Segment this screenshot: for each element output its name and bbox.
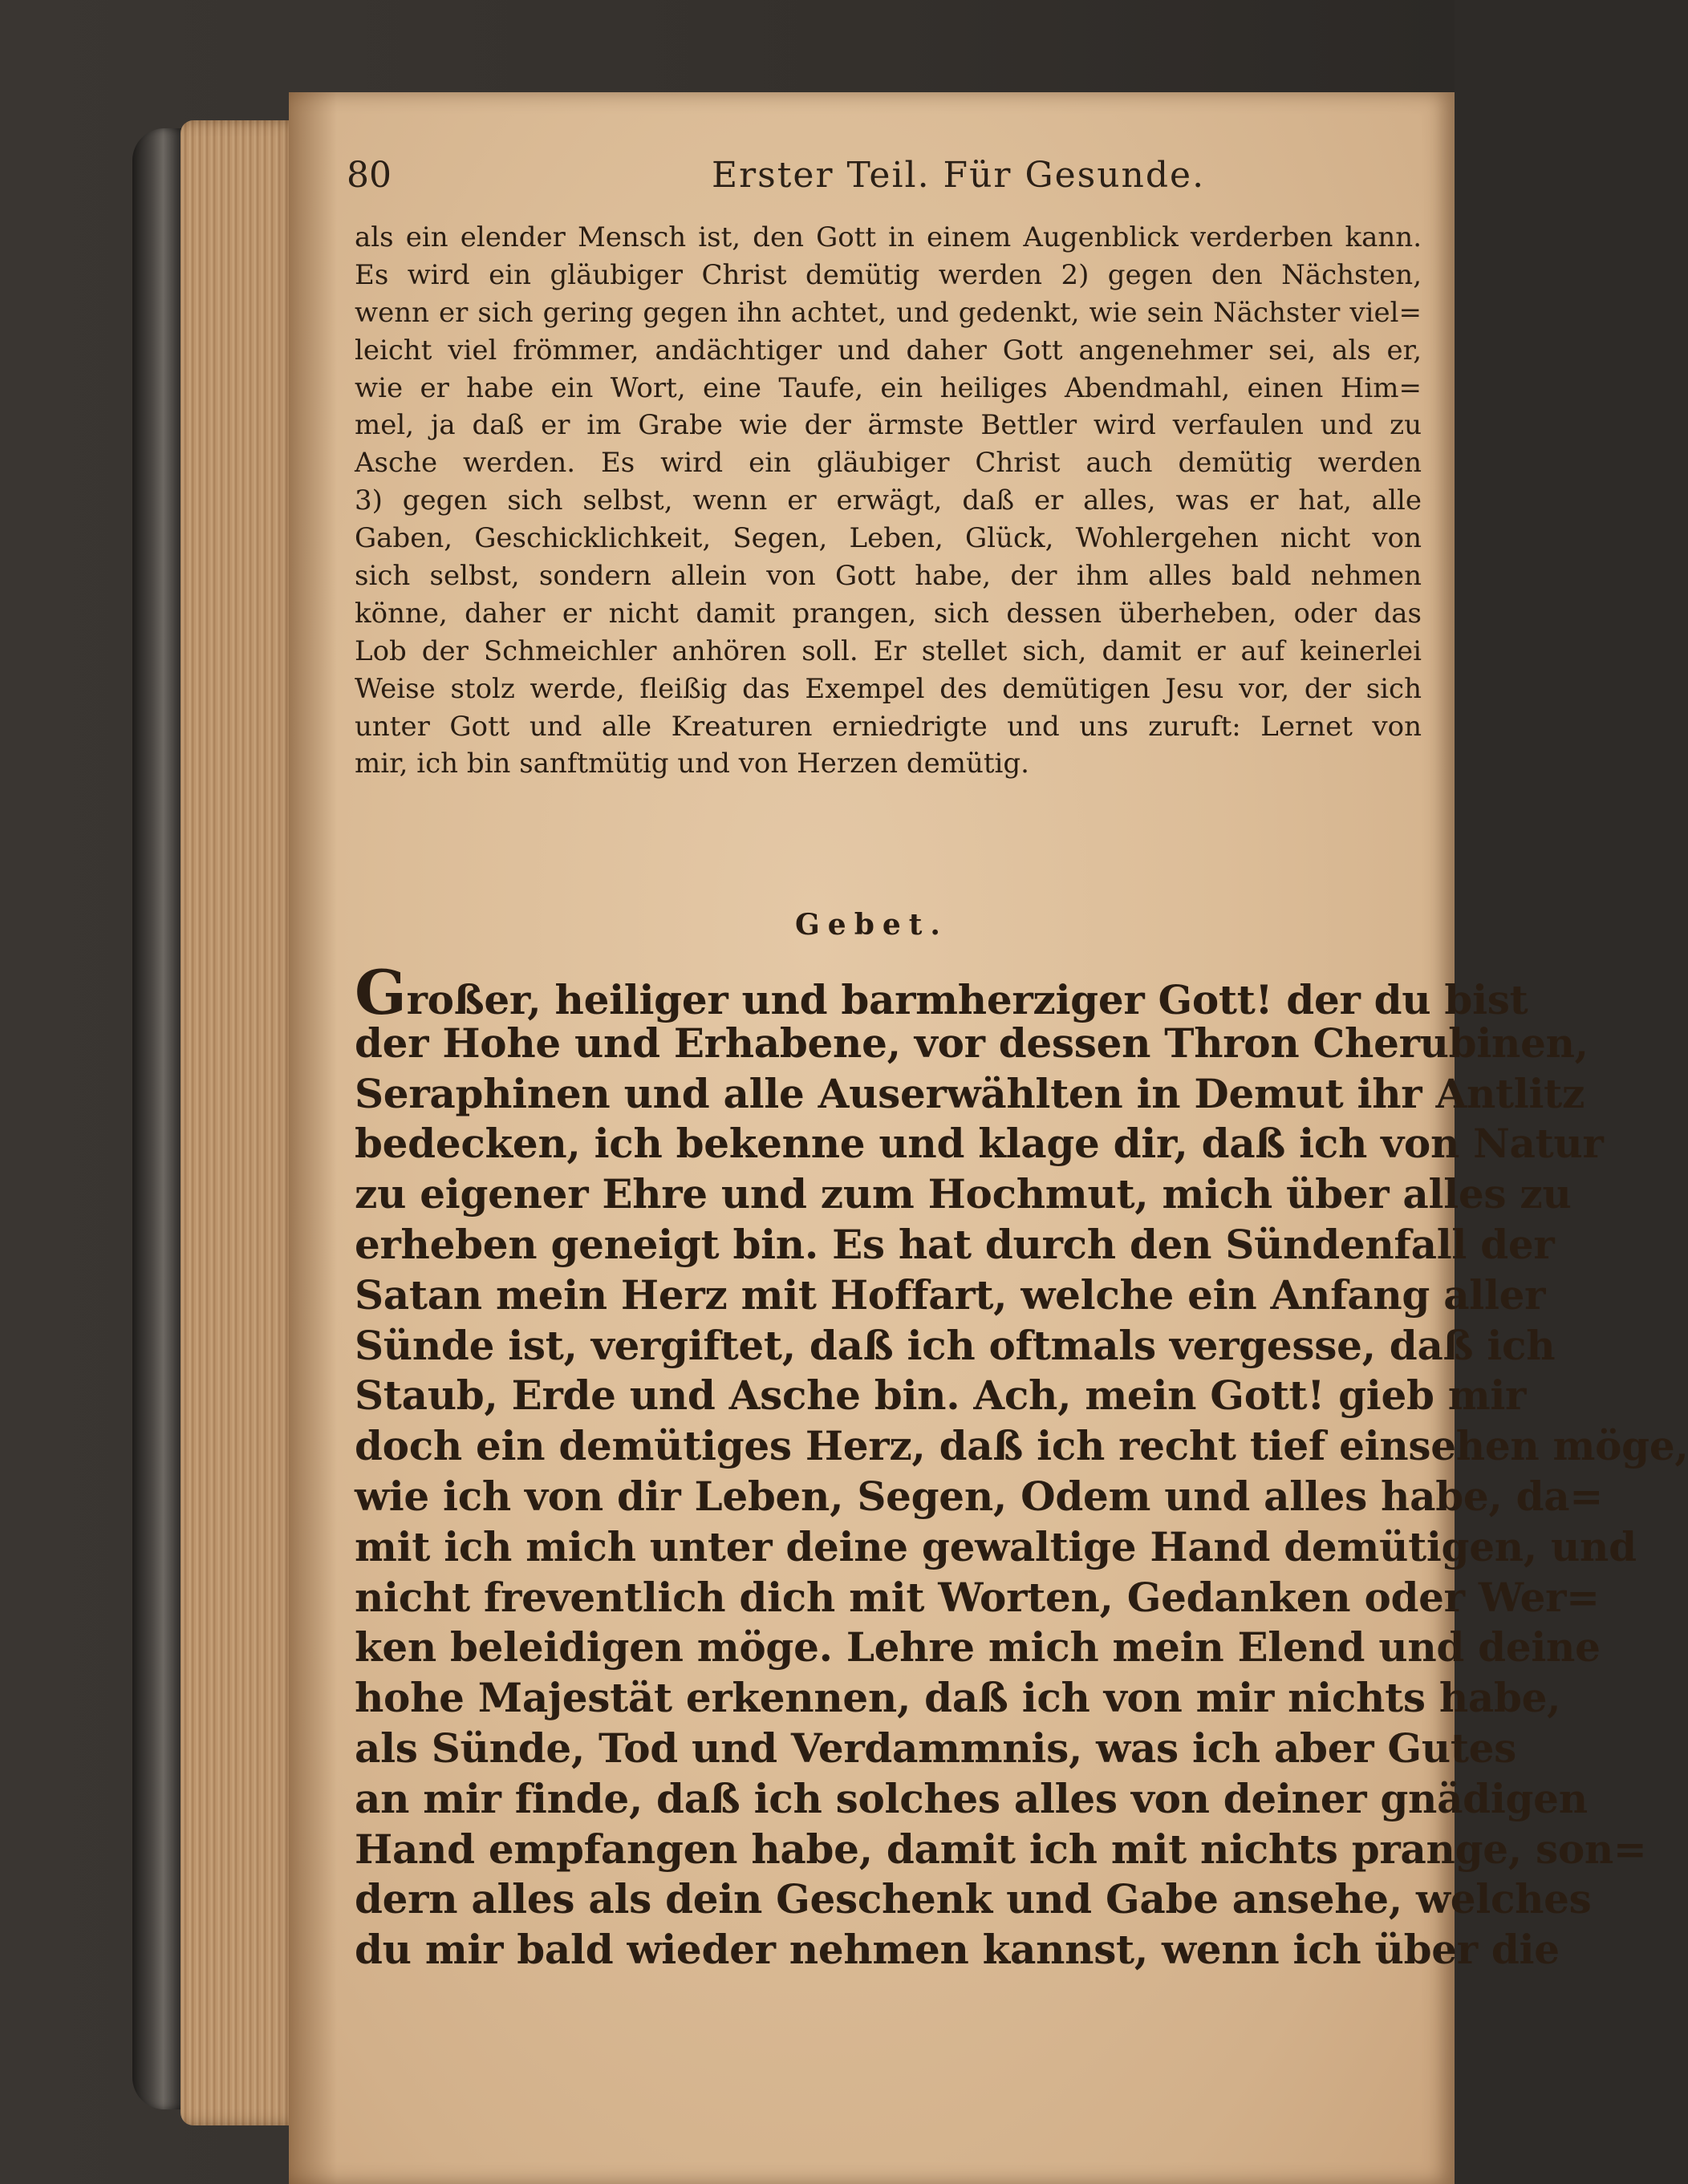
text-line: sich selbst, sondern allein von Gott habe, der ihm alles bald nehmen bbox=[355, 560, 1422, 593]
text-line: an mir finde, daß ich solches alles von deiner gnädigen bbox=[355, 1774, 1588, 1822]
text-line: Lob der Schmeichler anhören soll. Er stellet sich, damit er auf keinerlei bbox=[355, 634, 1422, 667]
first-line-text: roßer, heiliger und barmherziger Gott! der du bist bbox=[406, 976, 1528, 1023]
page-number: 80 bbox=[347, 155, 392, 196]
body-paragraph bbox=[355, 219, 1422, 783]
text-line: Seraphinen und alle Auserwählten in Demut ihr Antlitz bbox=[355, 1069, 1585, 1117]
text-line: Satan mein Herz mit Hoffart, welche ein Anfang aller bbox=[355, 1270, 1546, 1319]
text-line: dern alles als dein Geschenk und Gabe ansehe, welches bbox=[355, 1875, 1592, 1923]
text-line: wie ich von dir Leben, Segen, Odem und alles habe, da= bbox=[355, 1472, 1603, 1520]
text-line: Hand empfangen habe, damit ich mit nichts prange, son= bbox=[355, 1825, 1647, 1873]
spine-shadow bbox=[289, 92, 337, 2184]
text-line bbox=[355, 957, 1528, 1028]
text-line: mit ich mich unter deine gewaltige Hand demütigen, und bbox=[355, 1522, 1637, 1570]
text-line: hohe Majestät erkennen, daß ich von mir nichts habe, bbox=[355, 1674, 1561, 1722]
text-line: Gaben, Geschicklichkeit, Segen, Leben, Glück, Wohlergehen nicht von bbox=[355, 522, 1422, 555]
text-line: leicht viel frömmer, andächtiger und daher Gott angenehmer sei, als er, bbox=[355, 334, 1422, 367]
text-line: Es wird ein gläubiger Christ demütig werden 2) gegen den Nächsten, bbox=[355, 258, 1422, 291]
drop-cap: G bbox=[355, 957, 407, 1028]
text-line: 3) gegen sich selbst, wenn er erwägt, daß er alles, was er hat, alle bbox=[355, 484, 1422, 517]
text-line: erheben geneigt bin. Es hat durch den Sündenfall der bbox=[355, 1220, 1555, 1268]
text-line: nicht freventlich dich mit Worten, Gedanken oder Wer= bbox=[355, 1573, 1600, 1621]
page-stack-edge bbox=[181, 120, 301, 2125]
text-line: Sünde ist, vergiftet, daß ich oftmals vergesse, daß ich bbox=[355, 1321, 1556, 1369]
text-line: Weise stolz werde, fleißig das Exempel des demütigen Jesu vor, der sich bbox=[355, 672, 1422, 705]
text-line: doch ein demütiges Herz, daß ich recht tief einsehen möge, bbox=[355, 1422, 1688, 1470]
prayer-paragraph bbox=[355, 957, 1688, 1975]
text-line: Asche werden. Es wird ein gläubiger Christ auch demütig werden bbox=[355, 447, 1422, 480]
text-line: wenn er sich gering gegen ihn achtet, und gedenkt, wie sein Nächster viel= bbox=[355, 296, 1422, 329]
text-line: als ein elender Mensch ist, den Gott in einem Augenblick verderben kann. bbox=[355, 221, 1422, 253]
running-title: Erster Teil. Für Gesunde. bbox=[712, 155, 1206, 196]
text-line: unter Gott und alle Kreaturen erniedrigte und uns zuruft: Lernet von bbox=[355, 710, 1422, 743]
text-line: Staub, Erde und Asche bin. Ach, mein Gott! gieb mir bbox=[355, 1372, 1527, 1420]
text-line: als Sünde, Tod und Verdammnis, was ich aber Gutes bbox=[355, 1724, 1516, 1772]
running-head bbox=[347, 155, 1422, 203]
text-line: mel, ja daß er im Grabe wie der ärmste Bettler wird verfaulen und zu bbox=[355, 409, 1422, 442]
text-line: du mir bald wieder nehmen kannst, wenn ich über die bbox=[355, 1926, 1560, 1974]
prayer-heading: Gebet. bbox=[795, 908, 948, 942]
text-line: wie er habe ein Wort, eine Taufe, ein heiliges Abendmahl, einen Him= bbox=[355, 371, 1422, 404]
text-line: bedecken, ich bekenne und klage dir, daß ich von Natur bbox=[355, 1120, 1604, 1168]
book-page bbox=[289, 92, 1688, 2184]
text-line: könne, daher er nicht damit prangen, sich dessen überheben, oder das bbox=[355, 597, 1422, 630]
text-line: mir, ich bin sanftmütig und von Herzen demütig. bbox=[355, 748, 1029, 780]
text-line: zu eigener Ehre und zum Hochmut, mich über alles zu bbox=[355, 1170, 1572, 1218]
text-line: ken beleidigen möge. Lehre mich mein Elend und deine bbox=[355, 1623, 1601, 1671]
text-line: der Hohe und Erhabene, vor dessen Thron Cherubinen, bbox=[355, 1019, 1589, 1067]
